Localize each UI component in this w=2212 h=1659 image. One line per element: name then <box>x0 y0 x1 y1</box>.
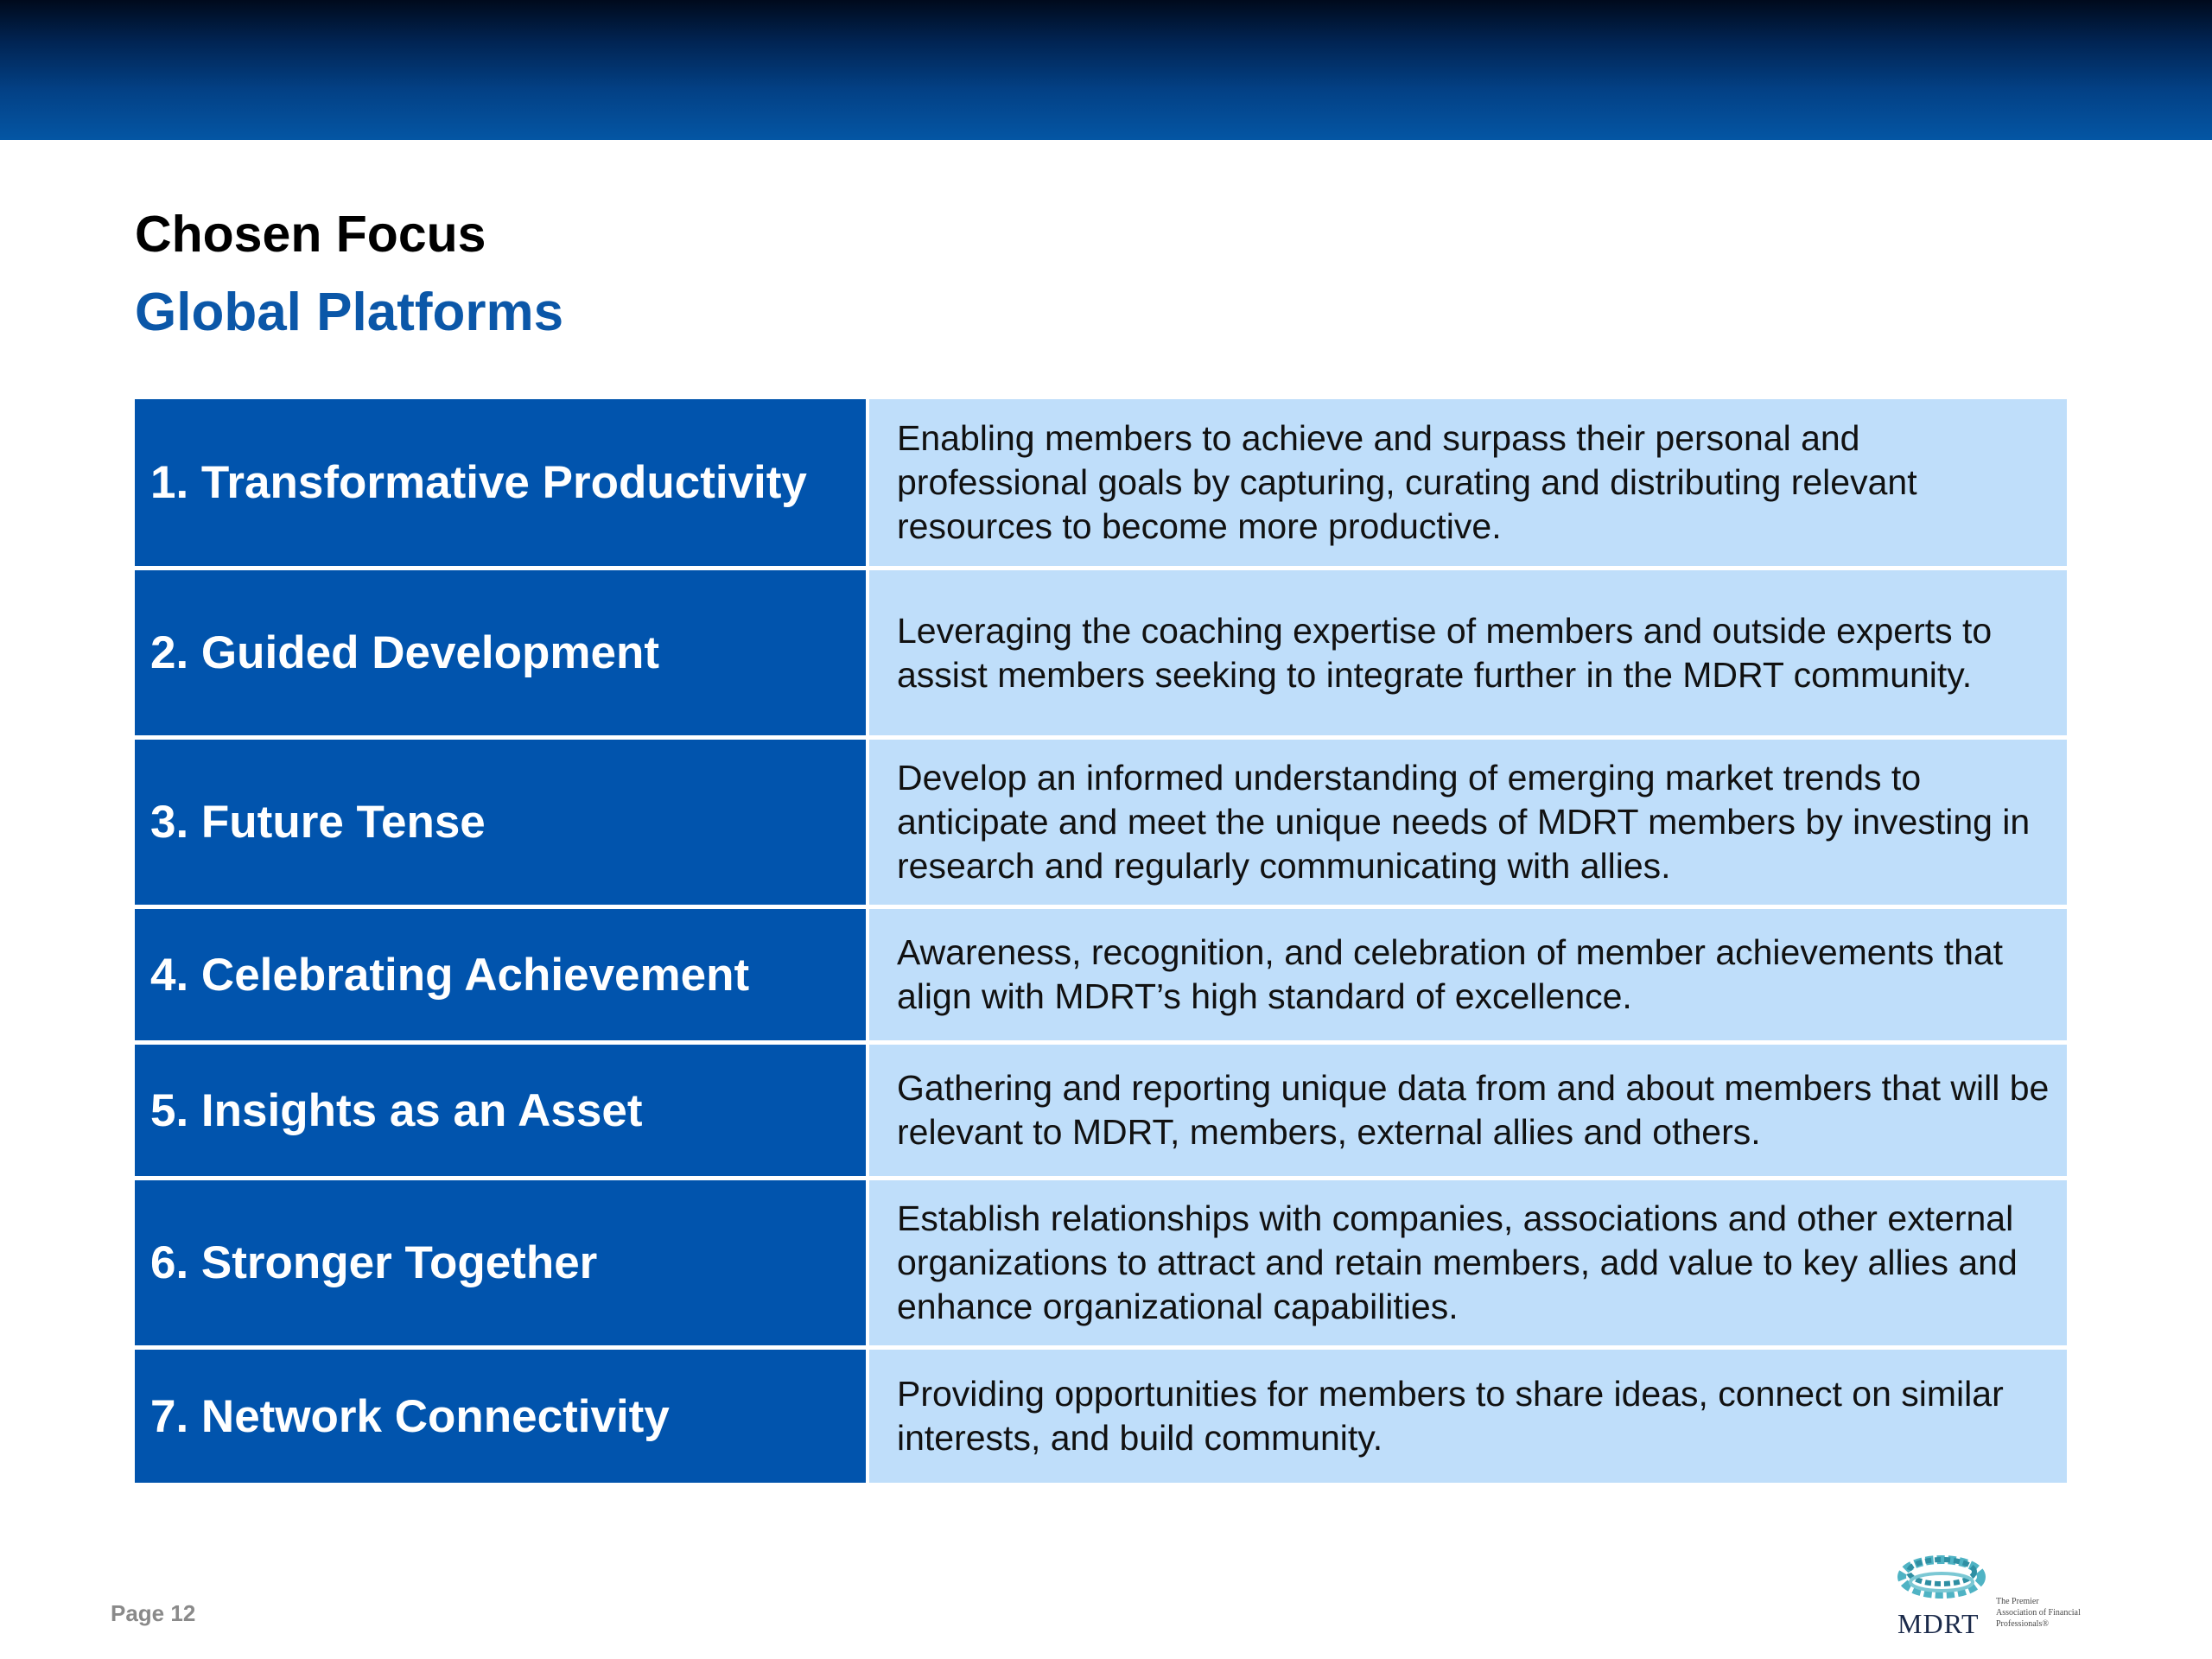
logo-wordmark: MDRT <box>1897 1608 1980 1639</box>
top-banner <box>0 0 2212 140</box>
platform-name: 6. Stronger Together <box>135 1180 869 1350</box>
platform-description: Gathering and reporting unique data from and about members that will be relevant to MDRT, members, external allies and others. <box>869 1045 2067 1180</box>
platform-description: Awareness, recognition, and celebration of member achievements that align with MDRT’s high standard of excellence. <box>869 909 2067 1045</box>
platform-row <box>135 1045 2067 1180</box>
platform-description: Develop an informed understanding of emerging market trends to anticipate and meet the unique needs of MDRT members by investing in research and regularly communicating with allies. <box>869 740 2067 909</box>
mdrt-logo <box>1894 1542 2110 1639</box>
page-number: Page 12 <box>111 1600 196 1626</box>
platform-row <box>135 1350 2067 1483</box>
platform-name: 3. Future Tense <box>135 740 869 909</box>
platform-description: Leveraging the coaching expertise of members and outside experts to assist members seeking to integrate further in the MDRT community. <box>869 570 2067 740</box>
platform-name: 5. Insights as an Asset <box>135 1045 869 1180</box>
platform-description: Providing opportunities for members to share ideas, connect on similar interests, and build community. <box>869 1350 2067 1483</box>
platform-row <box>135 740 2067 909</box>
slide-subtitle: Global Platforms <box>135 283 564 342</box>
platforms-table <box>135 399 2067 1483</box>
slide-title: Chosen Focus <box>135 206 486 263</box>
platform-description: Establish relationships with companies, associations and other external organizations to attract and retain members, add value to key allies and enhance organizational capabilities. <box>869 1180 2067 1350</box>
platform-row <box>135 570 2067 740</box>
platform-name: 7. Network Connectivity <box>135 1350 869 1483</box>
logo-tagline: The Premier Association of Financial Professionals® <box>1996 1597 2081 1629</box>
platform-name: 2. Guided Development <box>135 570 869 740</box>
platform-description: Enabling members to achieve and surpass their personal and professional goals by capturing, curating and distributing relevant resources to become more productive. <box>869 399 2067 570</box>
platform-row <box>135 1180 2067 1350</box>
platform-row <box>135 399 2067 570</box>
platform-name: 1. Transformative Productivity <box>135 399 869 570</box>
platform-name: 4. Celebrating Achievement <box>135 909 869 1045</box>
mdrt-ring-icon <box>1894 1542 1989 1611</box>
platform-row <box>135 909 2067 1045</box>
